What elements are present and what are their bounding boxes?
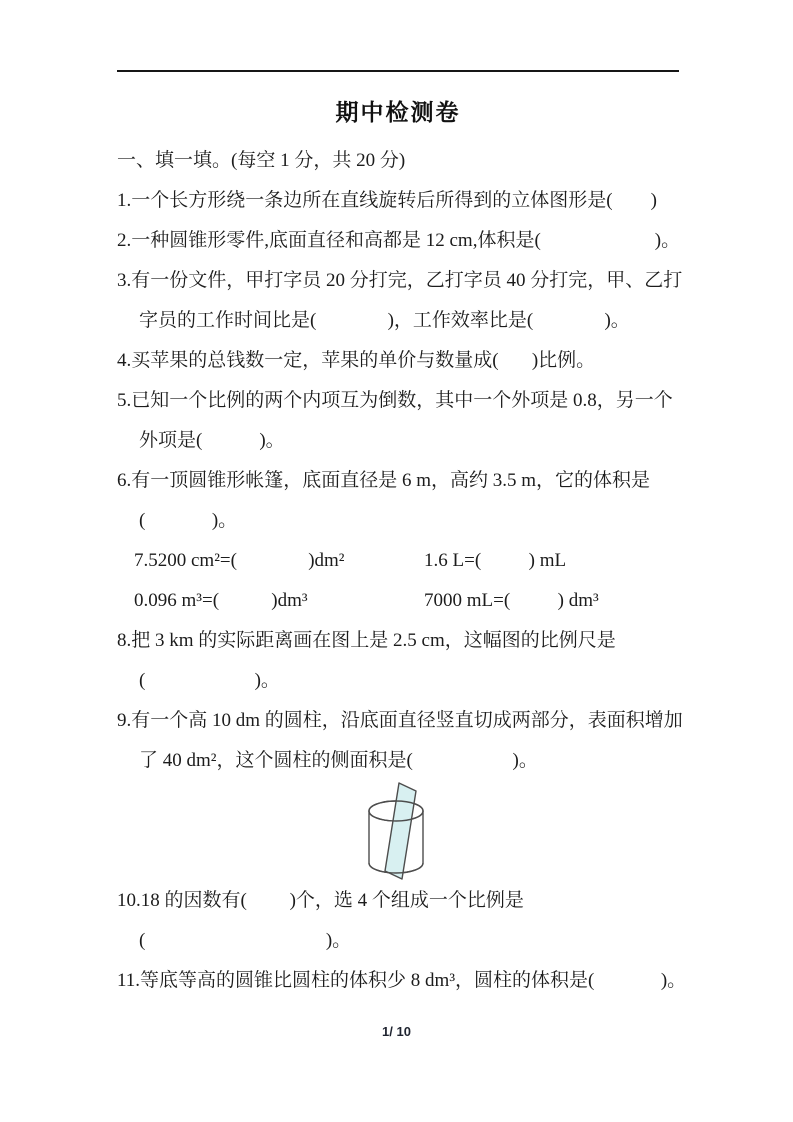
question-5-line-1: 5.已知一个比例的两个内项互为倒数，其中一个外项是 0.8，另一个 — [117, 390, 673, 411]
question-9-line-1: 9.有一个高 10 dm 的圆柱，沿底面直径竖直切成两部分，表面积增加 — [117, 710, 683, 731]
question-4: 4.买苹果的总钱数一定，苹果的单价与数量成( )比例。 — [117, 350, 596, 371]
question-7-conversion-4: 7000 mL=( ) dm³ — [424, 590, 599, 611]
cylinder-cut-by-plane-figure — [352, 781, 444, 881]
question-7-conversion-2: 1.6 L=( ) mL — [424, 550, 567, 571]
question-7-conversion-1: 7.5200 cm²=( )dm² — [134, 550, 345, 571]
question-3-line-2: 字员的工作时间比是( )，工作效率比是( )。 — [139, 310, 630, 331]
question-5-line-2: 外项是( )。 — [139, 430, 285, 451]
question-8-line-2: ( )。 — [139, 670, 280, 691]
page-title: 期中检测卷 — [335, 99, 461, 125]
question-6-line-1: 6.有一顶圆锥形帐篷，底面直径是 6 m，高约 3.5 m，它的体积是 — [117, 470, 651, 491]
section-1-heading: 一、填一填。(每空 1 分，共 20 分) — [117, 150, 406, 171]
question-7-row-2 — [117, 581, 679, 621]
question-11: 11.等底等高的圆锥比圆柱的体积少 8 dm³，圆柱的体积是( )。 — [117, 970, 687, 991]
question-7-row-1 — [117, 541, 679, 581]
question-3-line-1: 3.有一份文件，甲打字员 20 分打完，乙打字员 40 分打完，甲、乙打 — [117, 270, 683, 291]
page-content — [117, 0, 687, 1001]
header-rule — [117, 70, 679, 72]
question-2: 2.一种圆锥形零件,底面直径和高都是 12 cm,体积是( )。 — [117, 230, 681, 251]
question-7-conversion-3: 0.096 m³=( )dm³ — [134, 590, 308, 611]
question-10-line-1: 10.18 的因数有( )个，选 4 个组成一个比例是 — [117, 890, 524, 911]
question-10-line-2: ( )。 — [139, 930, 352, 951]
question-9-figure — [117, 781, 679, 881]
question-6-line-2: ( )。 — [139, 510, 238, 531]
question-1: 1.一个长方形绕一条边所在直线旋转后所得到的立体图形是( ) — [117, 190, 657, 211]
page-number: 1/ 10 — [382, 1024, 411, 1039]
question-9-line-2: 了 40 dm²，这个圆柱的侧面积是( )。 — [139, 750, 538, 771]
question-8-line-1: 8.把 3 km 的实际距离画在图上是 2.5 cm，这幅图的比例尺是 — [117, 630, 616, 651]
